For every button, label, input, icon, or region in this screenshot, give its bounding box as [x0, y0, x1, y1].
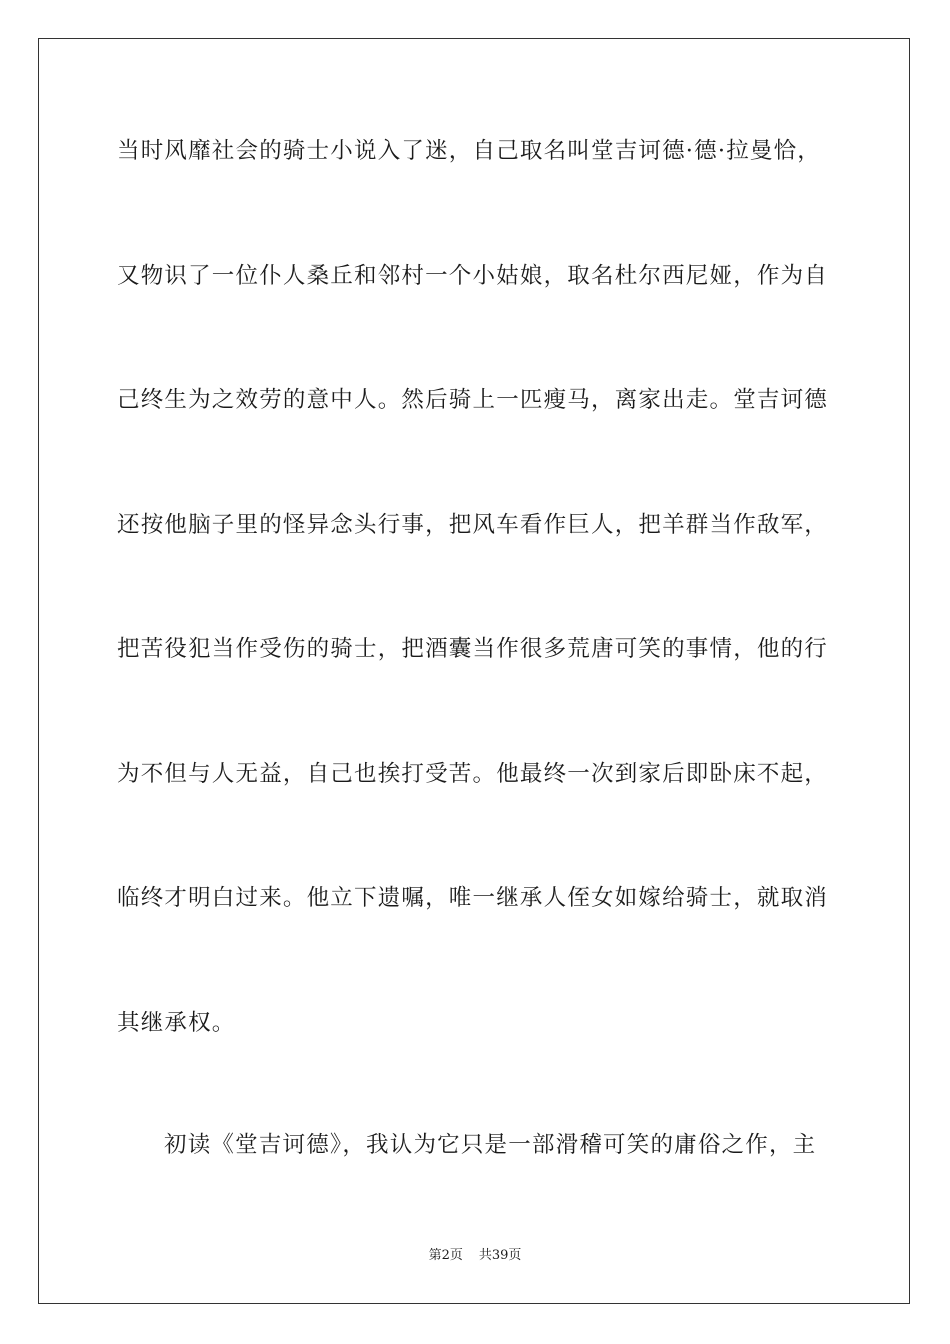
- body-line-5: 把苦役犯当作受伤的骑士，把酒囊当作很多荒唐可笑的事情，他的行: [117, 636, 829, 662]
- page-number: 第2页: [428, 1248, 463, 1263]
- page-footer: [0, 1247, 950, 1265]
- page-border: [38, 38, 910, 1304]
- body-line-6: 为不但与人无益，自己也挨打受苦。他最终一次到家后即卧床不起，: [117, 761, 829, 787]
- body-line-4: 还按他脑子里的怪异念头行事，把风车看作巨人，把羊群当作敌军，: [117, 512, 829, 538]
- total-pages: 共39页: [478, 1248, 522, 1263]
- body-line-9: 初读《堂吉诃德》，我认为它只是一部滑稽可笑的庸俗之作，主: [164, 1132, 817, 1158]
- body-line-8: 其继承权。: [117, 1010, 236, 1036]
- body-line-2: 又物识了一位仆人桑丘和邻村一个小姑娘，取名杜尔西尼娅，作为自: [117, 263, 829, 289]
- body-line-3: 己终生为之效劳的意中人。然后骑上一匹瘦马，离家出走。堂吉诃德: [117, 387, 829, 413]
- body-line-1: 当时风靡社会的骑士小说入了迷，自己取名叫堂吉诃德·德·拉曼恰，: [117, 138, 822, 164]
- body-line-7: 临终才明白过来。他立下遗嘱，唯一继承人侄女如嫁给骑士，就取消: [117, 885, 829, 911]
